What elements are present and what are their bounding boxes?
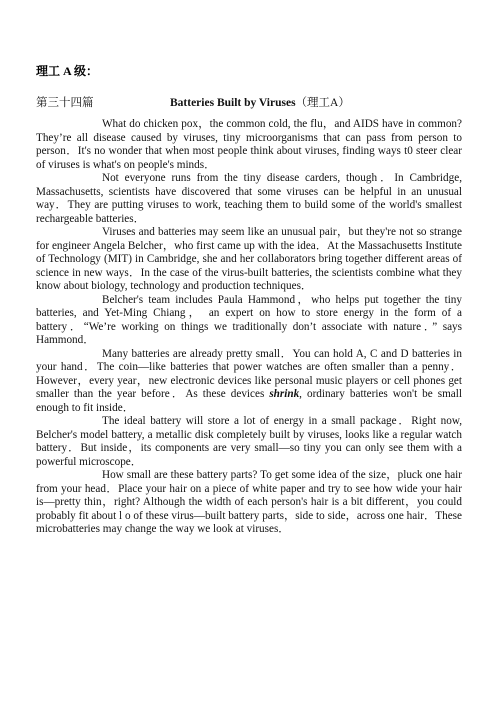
paragraph-5-text: Many batteries are already pretty small．You can hold A, C and D batteries in your hand．The coin—like batteries that power watches are often smaller than a penny．However，every year，new electronic devices like personal music players or cell phones get smaller than the year before．As these devices (36, 347, 462, 400)
article-title (170, 94, 350, 110)
paragraph-6: The ideal battery will store a lot of energy in a small package．Right now, Belcher's model battery, a metallic disk completely built by viruses, looks like a regular watch battery．But inside，its components are very small—so tiny you can only see them with a powerful microscope． (36, 415, 462, 468)
emphasized-word: shrink (269, 388, 300, 400)
section-number: 第三十四篇 (36, 97, 94, 109)
paragraph-3: Viruses and batteries may seem like an unusual pair，but they're not so strange for engineer Angela Belcher，who first came up with the idea．At the Massachusetts Institute of Technology (MIT) in Cambridge, she and her collaborators bring together different areas of science in new ways．In the case of the virus-built batteries, the scientists combine what they know about biology, technology and production techniques． (36, 226, 462, 292)
paragraph-5 (36, 348, 462, 416)
article-level-tag: （理工A） (295, 97, 350, 109)
paragraph-5-tail: , ordinary batteries won't be small enough to fit inside． (36, 388, 462, 414)
level-heading: 理工 A 级： (36, 64, 99, 78)
article-body (36, 118, 462, 537)
paragraph-1: What do chicken pox，the common cold, the flu，and AIDS have in common? They’re all disease caused by viruses, tiny microorganisms that can pass from person to person．It's no wonder that when most people think about viruses, finding ways t0 steer clear of viruses is what's on people's minds． (36, 118, 462, 171)
paragraph-7: How small are these battery parts? To get some idea of the size，pluck one hair from your head．Place your hair on a piece of white paper and try to see how wide your hair is—pretty thin，right? Although the width of each person's hair is a bit different，you could probably fit about l o of these virus—built battery parts，side to side，across one hair．These microbatteries may change the way we look at viruses． (36, 469, 462, 535)
paragraph-4: Belcher's team includes Paula Hammond，who helps put together the tiny batteries, and Yet-Ming Chiang， an expert on how to store energy in the form of a battery．“We’re working on things we traditionally don’t associate with nature．” says Hammond． (36, 293, 462, 346)
paragraph-2: Not everyone runs from the tiny disease carders, though．In Cambridge, Massachusetts, scientists have discovered that some viruses can be helpful in an unusual way．They are putting viruses to work, teaching them to build some of the world's smallest rechargeable batteries． (36, 172, 462, 225)
article-title-text: Batteries Built by Viruses (170, 97, 296, 109)
